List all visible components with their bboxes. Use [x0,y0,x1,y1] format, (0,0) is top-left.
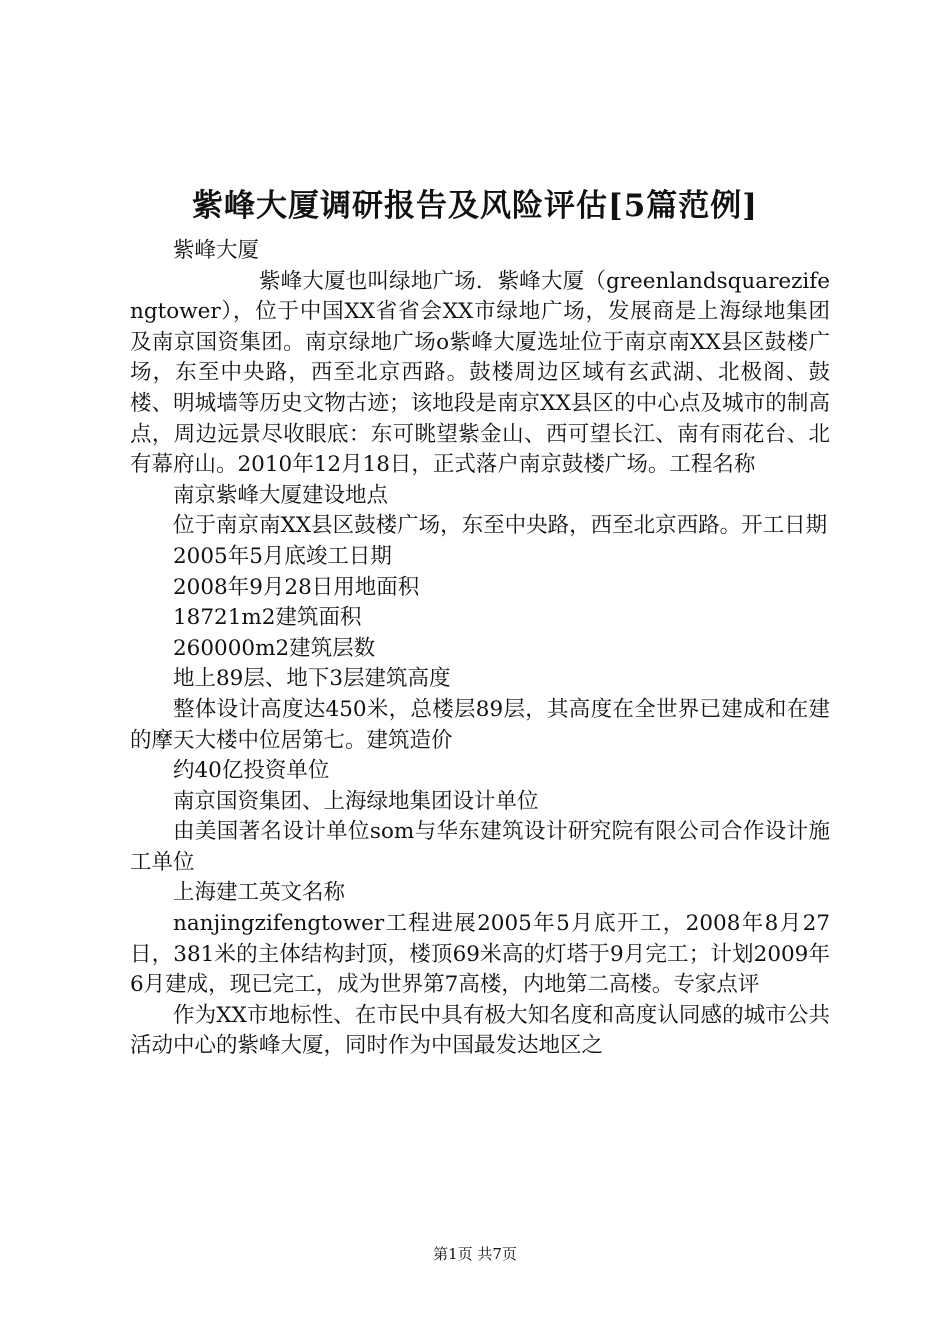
paragraph: 紫峰大厦 [173,238,260,263]
paragraph: 2008年9月28日用地面积 [173,574,420,600]
paragraph: 260000m2建筑层数 [173,635,376,661]
document-title: 紫峰大厦调研报告及风险评估[5篇范例] [192,188,758,224]
paragraph: 约40亿投资单位 [173,758,330,784]
paragraph: 整体设计高度达450米，总楼层89层，其高度在全世界已建成和在建的摩天大楼中位居第七。建筑造价 [130,696,830,753]
paragraph: 紫峰大厦也叫绿地广场．紫峰大厦（greenlandsquarezifengtower），位于中国XX省省会XX市绿地广场，发展商是上海绿地集团及南京国资集团。南京绿地广场o紫峰大厦选址位于南京南XX县区鼓楼广场，东至中央路，西至北京西路。鼓楼周边区域有玄武湖、北极阁、鼓楼、明城墙等历史文物古迹；该地段是南京XX县区的中心点及城市的制高点，周边远景尽收眼底：东可眺望紫金山、西可望长江、南有雨花台、北有幕府山。2010年12月18日，正式落户南京鼓楼广场。工程名称 [130,268,830,478]
paragraph: 地上89层、地下3层建筑高度 [173,666,451,692]
page-number-footer: 第1页 共7页 [433,1245,517,1263]
paragraph: 由美国著名设计单位som与华东建筑设计研究院有限公司合作设计施工单位 [130,819,830,875]
paragraph: 南京紫峰大厦建设地点 [173,482,389,508]
paragraph: 18721m2建筑面积 [173,605,362,631]
paragraph: 位于南京南XX县区鼓楼广场，东至中央路，西至北京西路。开工日期 [173,513,828,539]
paragraph: 作为XX市地标性、在市民中具有极大知名度和高度认同感的城市公共活动中心的紫峰大厦，同时作为中国最发达地区之 [130,1002,830,1059]
paragraph: 南京国资集团、上海绿地集团设计单位 [173,788,539,814]
paragraph: 2005年5月底竣工日期 [173,543,392,569]
paragraph: nanjingzifengtower工程进展2005年5月底开工，2008年8月27日，381米的主体结构封顶，楼顶69米高的灯塔于9月完工；计划2009年6月建成，现已完工，成为世界第7高楼，内地第二高楼。专家点评 [130,911,830,998]
document-body [130,236,830,1062]
paragraph: 上海建工英文名称 [173,880,346,906]
